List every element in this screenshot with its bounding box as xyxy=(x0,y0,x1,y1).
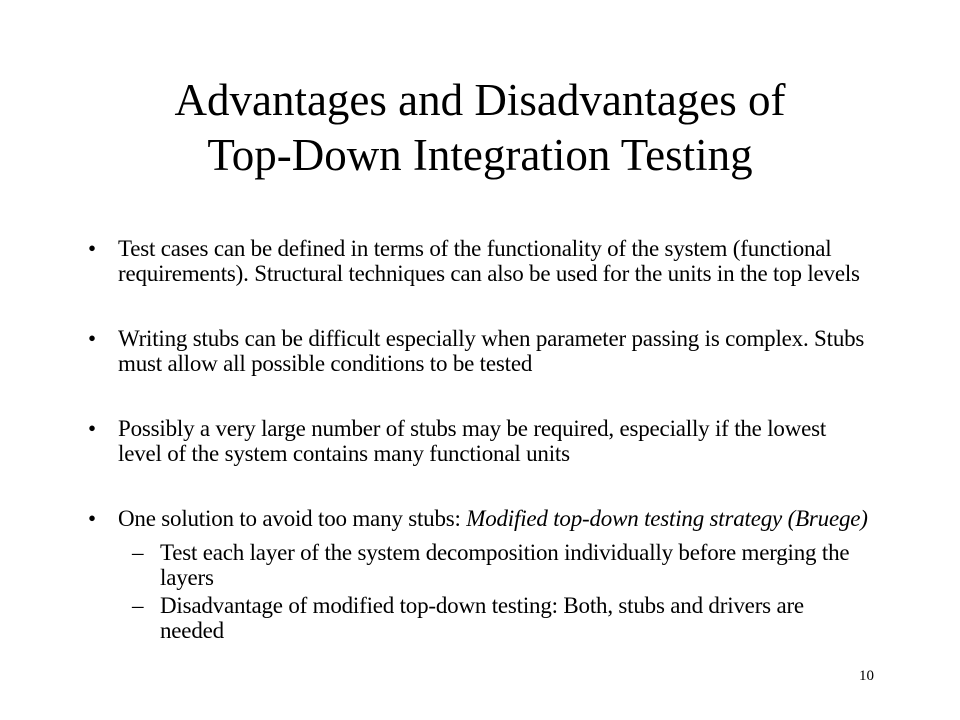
sub-bullet-text: Test each layer of the system decomposition individually before merging the layers xyxy=(160,540,850,590)
bullet-icon: • xyxy=(88,506,96,531)
bullet-text: Possibly a very large number of stubs may be required, especially if the lowest level of the system contains many functional units xyxy=(118,416,827,466)
bullet-text-plain: One solution to avoid too many stubs: xyxy=(118,506,467,531)
slide-title xyxy=(80,73,880,183)
bullet-item xyxy=(88,506,868,531)
bullet-text: Writing stubs can be difficult especially when parameter passing is complex. Stubs must allow all possible conditions to be tested xyxy=(118,326,865,376)
bullet-text-italic: Modified top-down testing strategy (Bruege) xyxy=(466,506,868,531)
sub-bullet-item xyxy=(132,593,868,643)
dash-icon: – xyxy=(132,540,144,565)
slide-title-line-2: Top-Down Integration Testing xyxy=(207,130,753,180)
dash-icon: – xyxy=(132,593,144,618)
bullet-item xyxy=(88,236,868,286)
bullet-icon: • xyxy=(88,326,96,351)
slide-title-line-1: Advantages and Disadvantages of xyxy=(174,75,786,125)
bullet-list xyxy=(88,236,868,643)
bullet-icon: • xyxy=(88,416,96,441)
sub-bullet-item xyxy=(132,540,868,590)
bullet-text: Test cases can be defined in terms of the functionality of the system (functional requirements). Structural techniques can also be used for the units in the top levels xyxy=(118,236,860,286)
bullet-icon: • xyxy=(88,236,96,261)
page-number: 10 xyxy=(859,668,874,684)
bullet-text xyxy=(118,506,868,531)
bullet-item xyxy=(88,416,868,466)
bullet-item xyxy=(88,326,868,376)
sub-bullet-text: Disadvantage of modified top-down testing: Both, stubs and drivers are needed xyxy=(160,593,804,643)
